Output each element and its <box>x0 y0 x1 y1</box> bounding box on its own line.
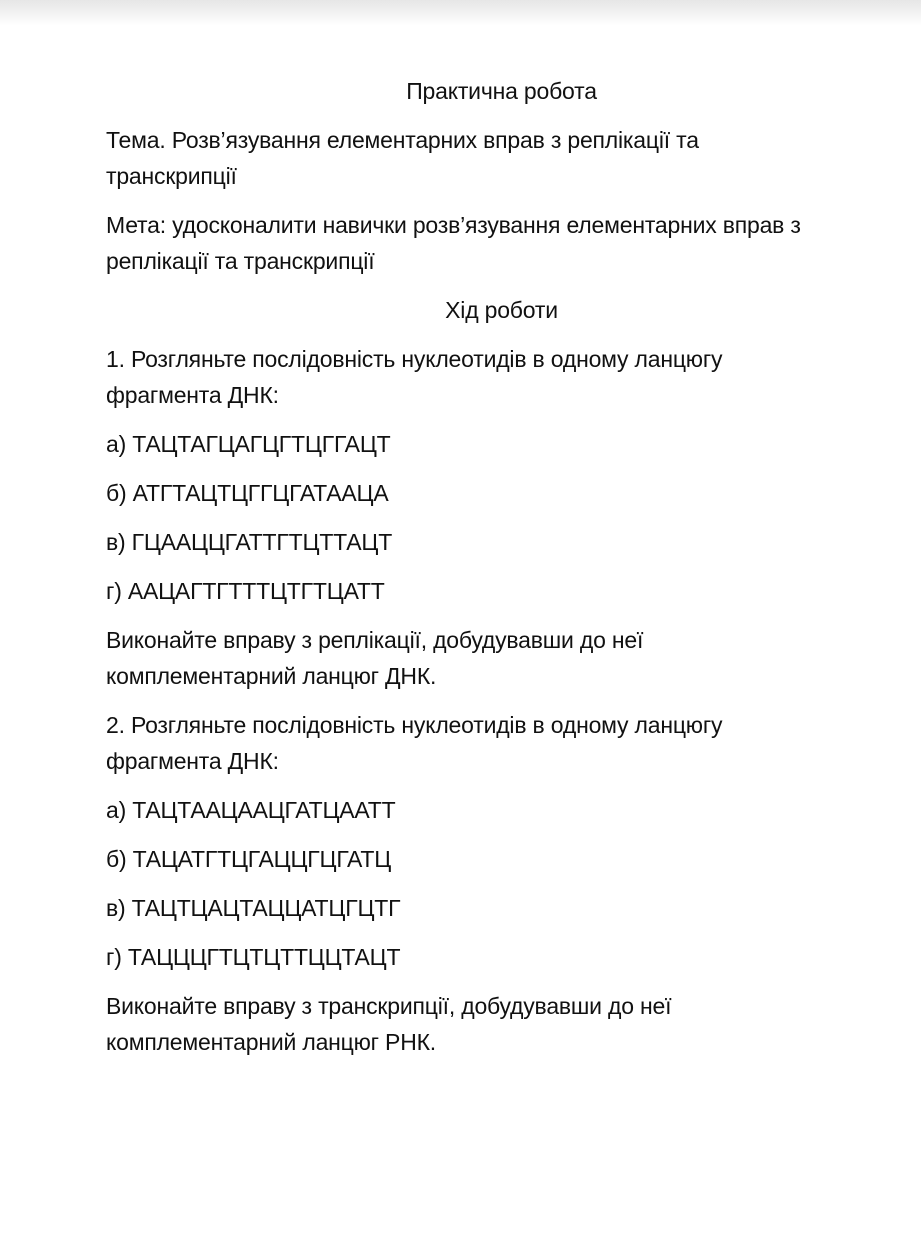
task1-intro: 1. Розгляньте послідовність нуклеотидів в одному ланцюгу <box>106 346 723 372</box>
task2-intro: фрагмента ДНК: <box>106 748 279 774</box>
task1-item-c: в) ГЦААЦЦГАТТГТЦТТАЦТ <box>106 529 393 555</box>
goal-line: реплікації та транскрипції <box>106 248 375 274</box>
task2-item-d: г) ТАЦЦЦГТЦТЦТТЦЦТАЦТ <box>106 944 401 970</box>
task1-intro: фрагмента ДНК: <box>106 382 279 408</box>
goal-line: Мета: удосконалити навички розв’язування елементарних вправ з <box>106 212 801 238</box>
task2-item-a: а) ТАЦТААЦААЦГАТЦААТТ <box>106 797 396 823</box>
task1-instruction: Виконайте вправу з реплікації, добудувавши до неї <box>106 627 644 653</box>
task2-intro: 2. Розгляньте послідовність нуклеотидів в одному ланцюгу <box>106 712 723 738</box>
task1-item-b: б) АТГТАЦТЦГГЦГАТААЦА <box>106 480 389 506</box>
task2-item-b: б) ТАЦАТГТЦГАЦЦГЦГАТЦ <box>106 846 392 872</box>
task1-instruction: комплементарний ланцюг ДНК. <box>106 663 437 689</box>
theme-line: транскрипції <box>106 163 237 189</box>
task1-item-a: а) ТАЦТАГЦАГЦГТЦГГАЦТ <box>106 431 391 457</box>
document-title: Практична робота <box>406 78 597 104</box>
task2-instruction: Виконайте вправу з транскрипції, добудувавши до неї <box>106 993 672 1019</box>
task1-item-d: г) ААЦАГТГТТТЦТГТЦАТТ <box>106 578 385 604</box>
procedure-heading: Хід роботи <box>445 297 558 323</box>
task2-item-c: в) ТАЦТЦАЦТАЦЦАТЦГЦТГ <box>106 895 401 921</box>
theme-line: Тема. Розв’язування елементарних вправ з реплікації та <box>106 127 699 153</box>
task2-instruction: комплементарний ланцюг РНК. <box>106 1029 436 1055</box>
